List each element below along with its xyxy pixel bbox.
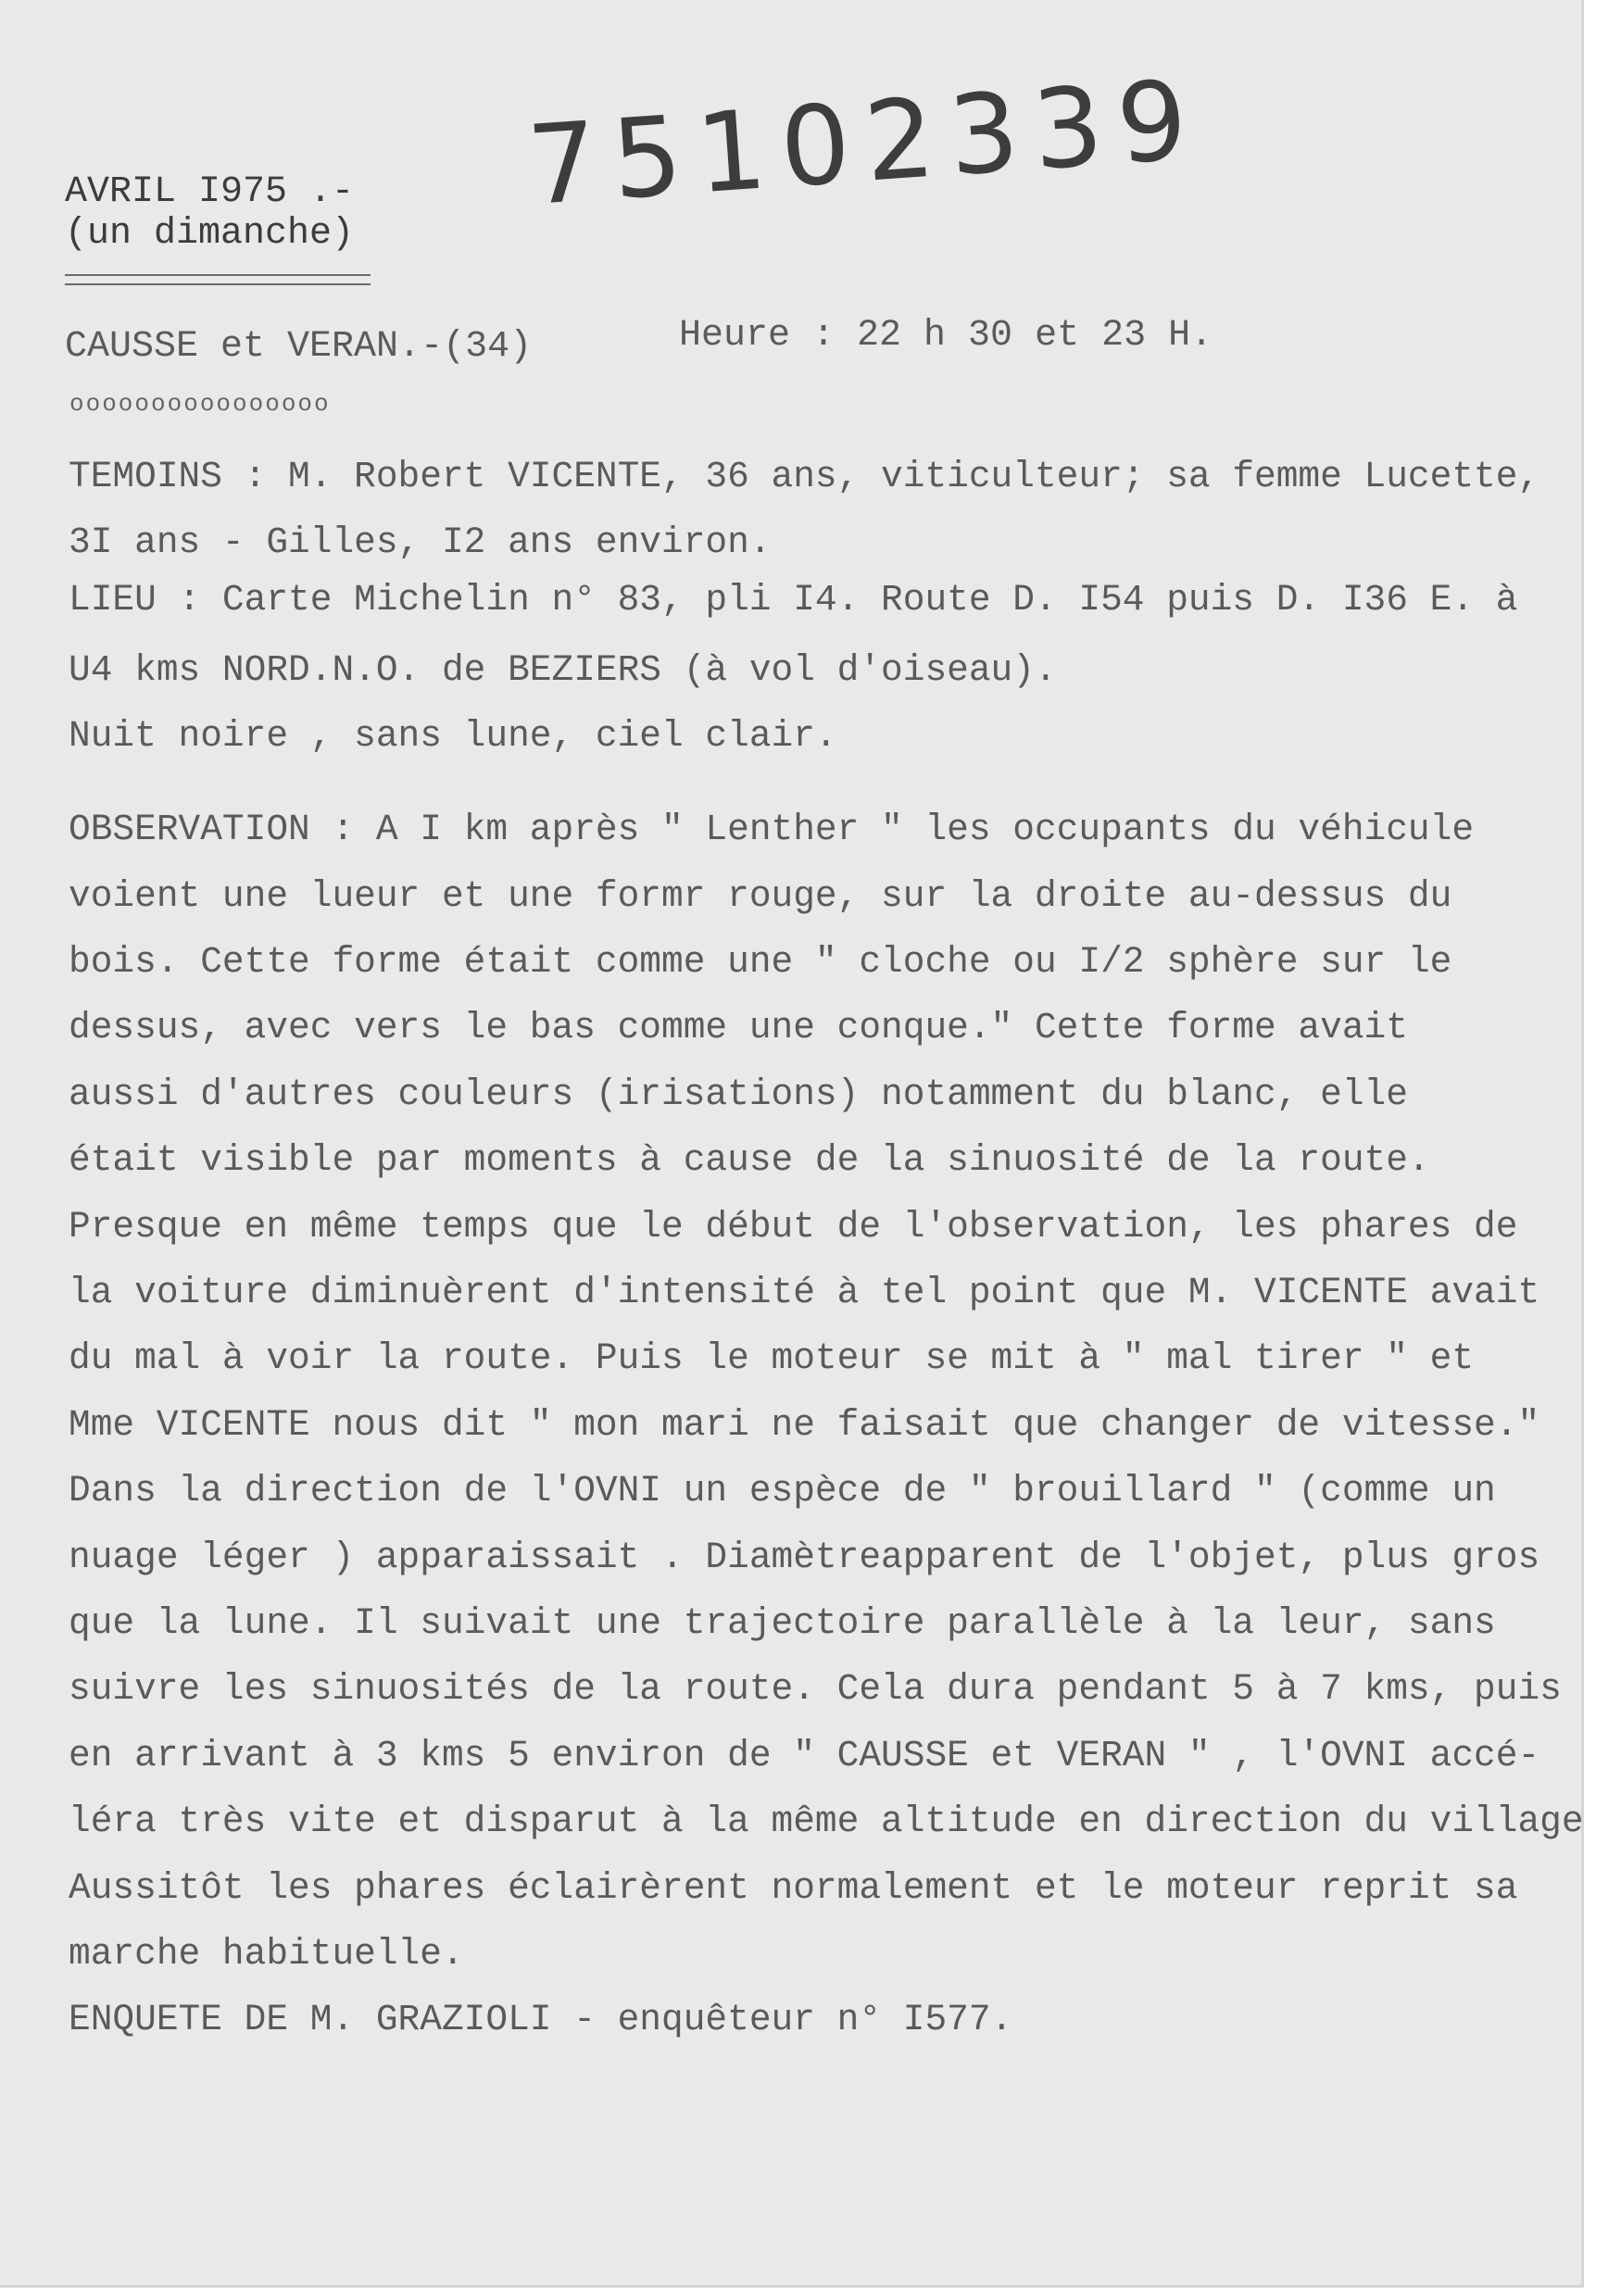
text-line: bois. Cette forme était comme une " cloche ou I/2 sphère sur le: [69, 941, 1452, 983]
text-line: Aussitôt les phares éclairèrent normalement et le moteur reprit sa: [69, 1867, 1518, 1909]
report-day: (un dimanche): [65, 213, 355, 255]
text-line: nuage léger ) apparaissait . Diamètreapparent de l'objet, plus gros: [69, 1537, 1540, 1578]
text-line: marche habituelle.: [69, 1933, 464, 1975]
location-heading: CAUSSE et VERAN.-(34): [65, 326, 533, 368]
reference-number-stamp: 75102339: [523, 55, 1206, 230]
text-line: en arrivant à 3 kms 5 environ de " CAUSSE et VERAN " , l'OVNI accé-: [69, 1735, 1540, 1776]
text-line: Nuit noire , sans lune, ciel clair.: [69, 715, 837, 757]
text-line: TEMOINS : M. Robert VICENTE, 36 ans, viticulteur; sa femme Lucette,: [69, 456, 1540, 497]
header-underline-2: [65, 283, 371, 285]
text-line: 3I ans - Gilles, I2 ans environ.: [69, 521, 772, 563]
text-line: du mal à voir la route. Puis le moteur se mit à " mal tirer " et: [69, 1337, 1475, 1379]
text-line: voient une lueur et une formr rouge, sur la droite au-dessus du: [69, 875, 1452, 917]
text-line: léra très vite et disparut à la même altitude en direction du village: [69, 1800, 1584, 1842]
text-line: LIEU : Carte Michelin n° 83, pli I4. Route D. I54 puis D. I36 E. à: [69, 579, 1518, 621]
time-heading: Heure : 22 h 30 et 23 H.: [679, 315, 1213, 357]
text-line: était visible par moments à cause de la sinuosité de la route.: [69, 1139, 1430, 1181]
text-line: Mme VICENTE nous dit " mon mari ne faisait que changer de vitesse.": [69, 1404, 1540, 1446]
report-date: AVRIL I975 .-: [65, 171, 355, 213]
separator-line: oooooooooooooooo: [69, 390, 331, 418]
text-line: U4 kms NORD.N.O. de BEZIERS (à vol d'oiseau).: [69, 649, 1057, 691]
text-line: aussi d'autres couleurs (irisations) notamment du blanc, elle: [69, 1073, 1408, 1115]
text-line: Presque en même temps que le début de l'observation, les phares de: [69, 1206, 1518, 1248]
text-line: dessus, avec vers le bas comme une conque." Cette forme avait: [69, 1007, 1408, 1048]
text-line: la voiture diminuèrent d'intensité à tel point que M. VICENTE avait: [69, 1272, 1540, 1313]
text-line: que la lune. Il suivait une trajectoire parallèle à la leur, sans: [69, 1602, 1496, 1644]
header-underline: [65, 274, 371, 276]
text-line: OBSERVATION : A I km après " Lenther " les occupants du véhicule: [69, 809, 1475, 850]
investigator-line: ENQUETE DE M. GRAZIOLI - enquêteur n° I577.: [69, 1999, 1013, 2040]
text-line: suivre les sinuosités de la route. Cela dura pendant 5 à 7 kms, puis: [69, 1668, 1562, 1710]
text-line: Dans la direction de l'OVNI un espèce de " brouillard " (comme un: [69, 1470, 1496, 1512]
